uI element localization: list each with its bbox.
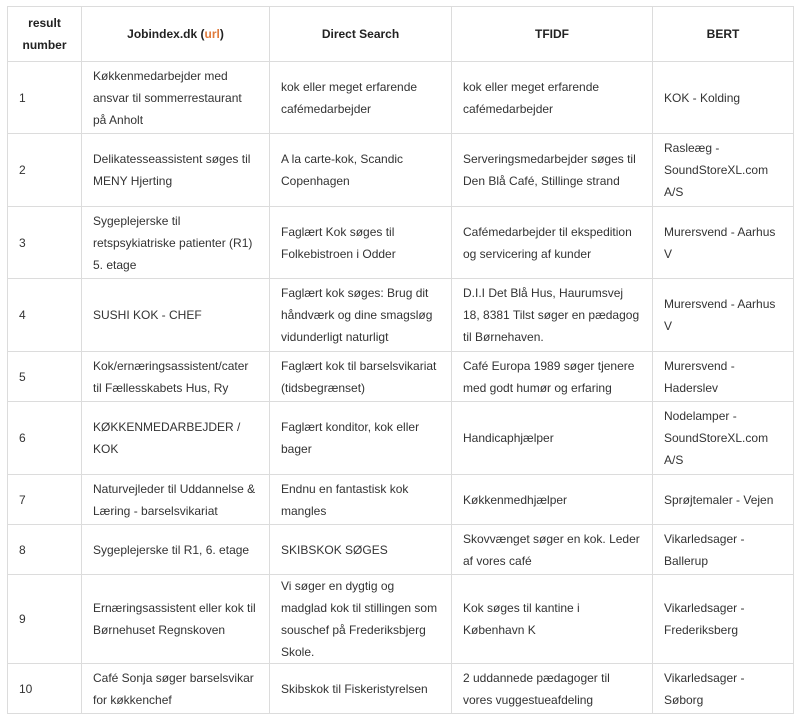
cell-result-number: 4 — [8, 279, 82, 352]
table-row — [8, 207, 794, 279]
cell-jobindex: Køkkenmedarbejder med ansvar til sommerrestaurant på Anholt — [82, 62, 270, 134]
table-row — [8, 575, 794, 664]
header-bert: BERT — [653, 7, 794, 62]
cell-tfidf: kok eller meget erfarende cafémedarbejder — [452, 62, 653, 134]
jobindex-url-link[interactable]: url — [204, 27, 220, 41]
table-body — [8, 62, 794, 714]
cell-direct-search: Faglært kok til barselsvikariat (tidsbegrænset) — [270, 352, 452, 402]
table-row — [8, 475, 794, 525]
cell-bert: Murersvend - Aarhus V — [653, 279, 794, 352]
header-direct-search: Direct Search — [270, 7, 452, 62]
cell-bert: KOK - Kolding — [653, 62, 794, 134]
results-table — [7, 6, 794, 714]
cell-result-number: 9 — [8, 575, 82, 664]
cell-tfidf: Serveringsmedarbejder søges til Den Blå Café, Stillinge strand — [452, 134, 653, 207]
cell-bert: Rasleæg - SoundStoreXL.com A/S — [653, 134, 794, 207]
cell-direct-search: SKIBSKOK SØGES — [270, 525, 452, 575]
cell-tfidf: 2 uddannede pædagoger til vores vuggestueafdeling — [452, 664, 653, 714]
cell-jobindex: Café Sonja søger barselsvikar for køkkenchef — [82, 664, 270, 714]
cell-result-number: 10 — [8, 664, 82, 714]
table-row — [8, 279, 794, 352]
cell-tfidf: D.I.I Det Blå Hus, Haurumsvej 18, 8381 Tilst søger en pædagog til Børnehaven. — [452, 279, 653, 352]
cell-jobindex: Kok/ernæringsassistent/cater til Fællesskabets Hus, Ry — [82, 352, 270, 402]
cell-bert: Nodelamper - SoundStoreXL.com A/S — [653, 402, 794, 475]
cell-direct-search: Faglært Kok søges til Folkebistroen i Odder — [270, 207, 452, 279]
cell-jobindex: Sygeplejerske til R1, 6. etage — [82, 525, 270, 575]
cell-result-number: 1 — [8, 62, 82, 134]
table-header — [8, 7, 794, 62]
cell-jobindex: Sygeplejerske til retspsykiatriske patienter (R1) 5. etage — [82, 207, 270, 279]
cell-jobindex: Ernæringsassistent eller kok til Børnehuset Regnskoven — [82, 575, 270, 664]
header-jobindex — [82, 7, 270, 62]
table-row — [8, 62, 794, 134]
table-row — [8, 525, 794, 575]
header-jobindex-label: Jobindex.dk — [127, 27, 198, 41]
cell-direct-search: kok eller meget erfarende cafémedarbejder — [270, 62, 452, 134]
header-tfidf: TFIDF — [452, 7, 653, 62]
cell-tfidf: Kok søges til kantine i København K — [452, 575, 653, 664]
cell-direct-search: A la carte-kok, Scandic Copenhagen — [270, 134, 452, 207]
cell-direct-search: Endnu en fantastisk kok mangles — [270, 475, 452, 525]
cell-tfidf: Handicaphjælper — [452, 402, 653, 475]
header-result-number-line2: number — [22, 38, 67, 52]
cell-result-number: 3 — [8, 207, 82, 279]
cell-result-number: 5 — [8, 352, 82, 402]
header-result-number-line1: result — [28, 16, 61, 30]
cell-tfidf: Skovvænget søger en kok. Leder af vores café — [452, 525, 653, 575]
cell-bert: Murersvend - Haderslev — [653, 352, 794, 402]
cell-result-number: 6 — [8, 402, 82, 475]
header-jobindex-paren-open: ( — [197, 27, 205, 41]
cell-bert: Sprøjtemaler - Vejen — [653, 475, 794, 525]
cell-tfidf: Cafémedarbejder til ekspedition og servicering af kunder — [452, 207, 653, 279]
cell-jobindex: Naturvejleder til Uddannelse & Læring - barselsvikariat — [82, 475, 270, 525]
cell-direct-search: Faglært konditor, kok eller bager — [270, 402, 452, 475]
header-result-number — [8, 7, 82, 62]
cell-tfidf: Café Europa 1989 søger tjenere med godt humør og erfaring — [452, 352, 653, 402]
cell-direct-search: Vi søger en dygtig og madglad kok til stillingen som souschef på Frederiksbjerg Skole. — [270, 575, 452, 664]
cell-direct-search: Faglært kok søges: Brug dit håndværk og dine smagsløg vidunderligt naturligt — [270, 279, 452, 352]
table-row — [8, 134, 794, 207]
cell-bert: Vikarledsager - Ballerup — [653, 525, 794, 575]
table-row — [8, 402, 794, 475]
cell-direct-search: Skibskok til Fiskeristyrelsen — [270, 664, 452, 714]
cell-bert: Vikarledsager - Søborg — [653, 664, 794, 714]
cell-result-number: 8 — [8, 525, 82, 575]
cell-result-number: 7 — [8, 475, 82, 525]
cell-tfidf: Køkkenmedhjælper — [452, 475, 653, 525]
cell-bert: Vikarledsager - Frederiksberg — [653, 575, 794, 664]
table-row — [8, 664, 794, 714]
cell-jobindex: SUSHI KOK - CHEF — [82, 279, 270, 352]
cell-jobindex: Delikatesseassistent søges til MENY Hjerting — [82, 134, 270, 207]
header-row — [8, 7, 794, 62]
cell-jobindex: KØKKENMEDARBEJDER / KOK — [82, 402, 270, 475]
table-row — [8, 352, 794, 402]
cell-result-number: 2 — [8, 134, 82, 207]
cell-bert: Murersvend - Aarhus V — [653, 207, 794, 279]
header-jobindex-paren-close: ) — [219, 27, 224, 41]
